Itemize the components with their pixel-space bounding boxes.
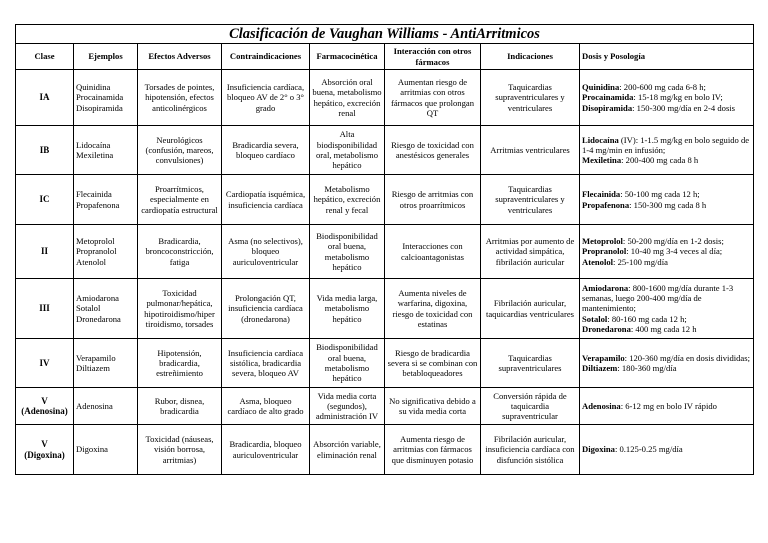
dose-drug-name: Atenolol [582,256,614,267]
cell-clase: IV [16,339,74,388]
dose-text: : 80-160 mg cada 12 h; [607,313,687,324]
cell-clase: IA [16,70,74,126]
cell-indicaciones: Arritmias ventriculares [481,126,580,175]
dose-drug-name: Mexiletina [582,155,622,166]
header-ejemplos: Ejemplos [74,44,138,70]
dose-text: : 10-40 mg 3-4 veces al día; [626,246,723,257]
cell-efectos: Bradicardia, broncoconstricción, fatiga [138,225,222,279]
cell-farmacocinetica: Absorción oral buena, metabolismo hepático, excreción renal [310,70,385,126]
cell-dosis [580,388,754,425]
header-efectos: Efectos Adversos [138,44,222,70]
dose-drug-name: Propranolol [582,246,627,257]
dose-text: : 15-18 mg/kg en bolo IV; [633,92,723,103]
cell-farmacocinetica: Absorción variable, eliminación renal [310,425,385,475]
dose-drug-name: Quinidina [582,82,620,93]
cell-farmacocinetica: Alta biodisponibilidad oral, metabolismo hepático [310,126,385,175]
cell-clase: V (Adenosina) [16,388,74,425]
cell-indicaciones: Taquicardias supraventriculares y ventriculares [481,70,580,126]
cell-dosis [580,339,754,388]
cell-interaccion: Riesgo de toxicidad con anestésicos generales [385,126,481,175]
cell-ejemplos: Lidocaína Mexiletina [74,126,138,175]
cell-interaccion: Aumenta niveles de warfarina, digoxina, riesgo de toxicidad con estatinas [385,279,481,339]
dose-text: : 50-200 mg/día en 1-2 dosis; [622,236,724,247]
header-contraindicaciones: Contraindicaciones [222,44,310,70]
cell-indicaciones: Arritmias por aumento de actividad simpática, fibrilación auricular [481,225,580,279]
cell-clase: IC [16,175,74,225]
cell-ejemplos: Metoprolol Propranolol Atenolol [74,225,138,279]
dose-text: : 180-360 mg/día [617,363,677,373]
dose-drug-name: Digoxina [582,444,615,455]
dose-drug-name: Propafenona [582,199,630,210]
header-interaccion: Interacción con otros fármacos [385,44,481,70]
table-title: Clasificación de Vaughan Williams - AntiArritmicos [15,24,754,43]
cell-efectos: Rubor, disnea, bradicardia [138,388,222,425]
cell-clase: III [16,279,74,339]
dose-text: : 150-300 mg cada 8 h [629,199,707,210]
dose-text: : 0.125-0.25 mg/día [614,444,683,455]
cell-dosis [580,70,754,126]
cell-farmacocinetica: Biodisponibilidad oral buena, metabolismo hepático [310,225,385,279]
cell-indicaciones: Fibrilación auricular, taquicardias ventriculares [481,279,580,339]
dose-drug-name: Sotalol [582,313,608,324]
cell-ejemplos: Verapamilo Diltiazem [74,339,138,388]
cell-interaccion: Aumentan riesgo de arritmias con otros fármacos que prolongan QT [385,70,481,126]
cell-farmacocinetica: Vida media corta (segundos), administración IV [310,388,385,425]
table-row [16,388,754,425]
cell-ejemplos: Flecainida Propafenona [74,175,138,225]
cell-contraindicaciones: Asma, bloqueo cardíaco de alto grado [222,388,310,425]
cell-clase: II [16,225,74,279]
dose-drug-name: Flecainida [582,189,621,200]
cell-efectos: Toxicidad (náuseas, visión borrosa, arritmias) [138,425,222,475]
cell-dosis [580,425,754,475]
cell-efectos: Toxicidad pulmonar/hepática, hipotiroidismo/hiper tiroidismo, torsades [138,279,222,339]
cell-dosis [580,225,754,279]
cell-interaccion: Riesgo de arritmias con otros proarrítmicos [385,175,481,225]
dose-text: (IV): 1-1.5 mg/kg en bolo seguido de 1-4 mg/min en infusión; [582,134,750,155]
cell-ejemplos: Digoxina [74,425,138,475]
cell-farmacocinetica: Biodisponibilidad oral buena, metabolismo hepático [310,339,385,388]
dose-text: : 6-12 mg en bolo IV rápido [620,400,717,411]
cell-interaccion: Riesgo de bradicardia severa si se combinan con betabloqueadores [385,339,481,388]
cell-contraindicaciones: Insuficiencia cardíaca sistólica, bradicardia severa, bloqueo AV [222,339,310,388]
header-farmacocinetica: Farmacocinética [310,44,385,70]
cell-clase: IB [16,126,74,175]
table-row [16,126,754,175]
dose-drug-name: Amiodarona [582,282,629,293]
dose-text: : 120-360 mg/día en dosis divididas; [624,352,750,363]
cell-contraindicaciones: Prolongación QT, insuficiencia cardíaca (dronedarona) [222,279,310,339]
cell-indicaciones: Taquicardias supraventriculares y ventriculares [481,175,580,225]
header-dosis: Dosis y Posología [580,44,754,70]
document [15,24,753,475]
cell-contraindicaciones: Asma (no selectivos), bloqueo auriculoventricular [222,225,310,279]
table-row [16,175,754,225]
dose-drug-name: Diltiazem [582,363,618,373]
cell-interaccion: No significativa debido a su vida media corta [385,388,481,425]
cell-interaccion: Interacciones con calcioantagonistas [385,225,481,279]
cell-contraindicaciones: Cardiopatía isquémica, insuficiencia cardíaca [222,175,310,225]
table-row [16,70,754,126]
dose-text: : 25-100 mg/día [613,256,668,267]
cell-indicaciones: Taquicardias supraventriculares [481,339,580,388]
cell-indicaciones: Conversión rápida de taquicardia supraventricular [481,388,580,425]
cell-dosis [580,279,754,339]
cell-ejemplos: Quinidina Procainamida Disopiramida [74,70,138,126]
cell-ejemplos: Adenosina [74,388,138,425]
cell-contraindicaciones: Insuficiencia cardíaca, bloqueo AV de 2° o 3° grado [222,70,310,126]
dose-drug-name: Procainamida [582,92,634,103]
cell-farmacocinetica: Vida media larga, metabolismo hepático [310,279,385,339]
dose-drug-name: Metoprolol [582,236,623,247]
dose-drug-name: Dronedarona [582,323,631,334]
table-row [16,279,754,339]
cell-efectos: Hipotensión, bradicardia, estreñimiento [138,339,222,388]
cell-contraindicaciones: Bradicardia severa, bloqueo cardíaco [222,126,310,175]
cell-clase: V (Digoxina) [16,425,74,475]
cell-indicaciones: Fibrilación auricular, insuficiencia cardíaca con disfunción sistólica [481,425,580,475]
header-clase: Clase [16,44,74,70]
dose-drug-name: Adenosina [582,400,621,411]
dose-drug-name: Verapamilo [582,352,625,363]
cell-contraindicaciones: Bradicardia, bloqueo auriculoventricular [222,425,310,475]
cell-farmacocinetica: Metabolismo hepático, excreción renal y fecal [310,175,385,225]
cell-efectos: Proarrítmicos, especialmente en cardiopatía estructural [138,175,222,225]
dose-text: : 200-400 mg cada 8 h [621,155,699,166]
dose-text: : 150-300 mg/día en 2-4 dosis [632,102,736,113]
cell-efectos: Torsades de pointes, hipotensión, efectos anticolinérgicos [138,70,222,126]
table-row [16,339,754,388]
table-row [16,425,754,475]
dose-drug-name: Lidocaína [582,134,619,145]
cell-dosis [580,175,754,225]
dose-text: : 800-1600 mg/día durante 1-3 semanas, luego 200-400 mg/día de mantenimiento; [582,282,734,314]
dose-text: : 200-600 mg cada 6-8 h; [619,82,706,93]
header-indicaciones: Indicaciones [481,44,580,70]
cell-ejemplos: Amiodarona Sotalol Dronedarona [74,279,138,339]
table-body [16,70,754,475]
vaughan-williams-table [15,24,754,475]
header-row [16,44,754,70]
cell-efectos: Neurológicos (confusión, mareos, convulsiones) [138,126,222,175]
dose-drug-name: Disopiramida [582,102,633,113]
cell-dosis [580,126,754,175]
cell-interaccion: Aumenta riesgo de arritmias con fármacos que disminuyen potasio [385,425,481,475]
table-row [16,225,754,279]
dose-text: : 50-100 mg cada 12 h; [620,189,700,200]
dose-text: : 400 mg cada 12 h [630,323,697,334]
